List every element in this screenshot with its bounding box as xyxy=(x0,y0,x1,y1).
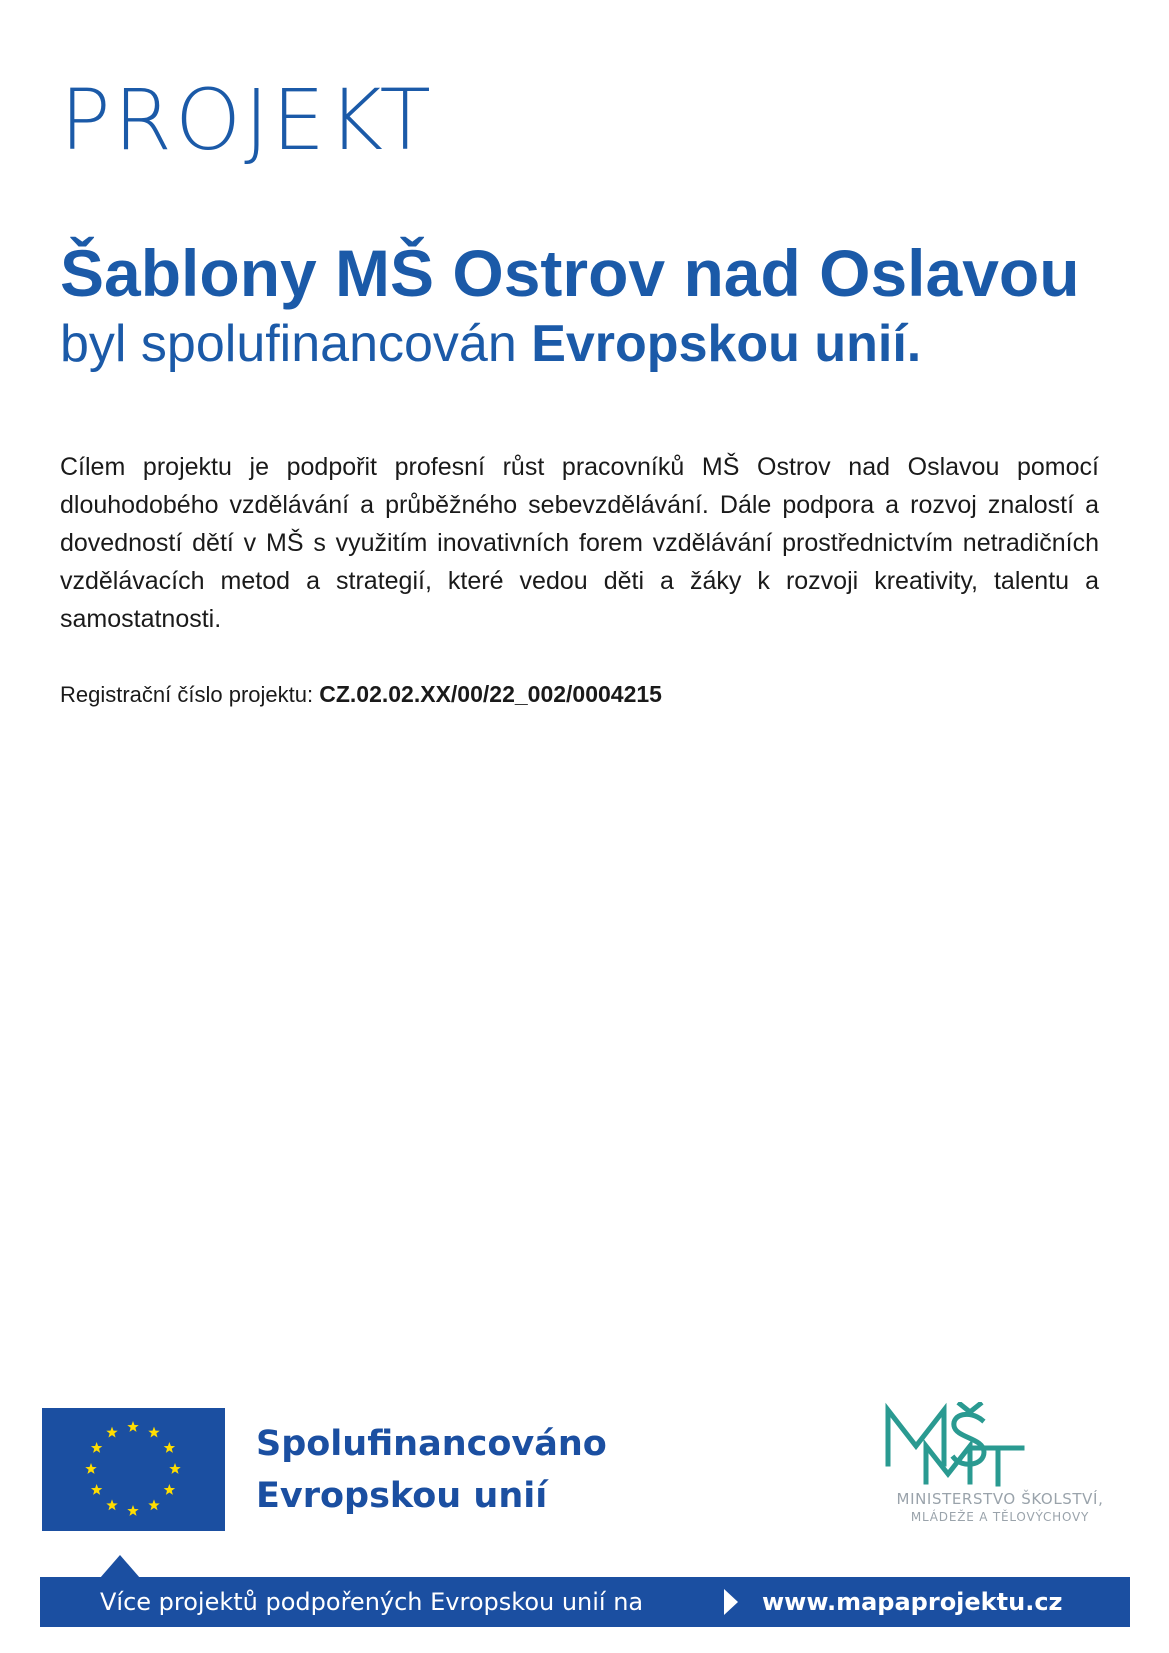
eu-star-icon xyxy=(106,1499,117,1510)
eu-star-icon xyxy=(148,1499,159,1510)
subtitle-bold: Evropskou unií. xyxy=(531,315,922,373)
registration-label: Registrační číslo projektu: xyxy=(60,682,320,707)
eu-star-icon xyxy=(85,1463,96,1474)
msmt-monogram-icon xyxy=(870,1402,1130,1490)
project-title: Šablony MŠ Ostrov nad Oslavou xyxy=(60,236,1080,310)
eu-star-icon xyxy=(164,1484,175,1495)
eu-stars-icon xyxy=(42,1408,225,1531)
eu-star-icon xyxy=(127,1505,138,1516)
eu-star-icon xyxy=(169,1463,180,1474)
eu-star-icon xyxy=(148,1427,159,1438)
eu-star-icon xyxy=(164,1442,175,1453)
project-subtitle xyxy=(60,315,922,373)
footer-bar-text: Více projektů podpořených Evropskou unií na xyxy=(100,1588,644,1616)
msmt-line2: MLÁDEŽE A TĚLOVÝCHOVY xyxy=(910,1510,1090,1524)
registration-line xyxy=(60,681,662,708)
eu-flag-logo xyxy=(42,1408,225,1531)
eu-star-icon xyxy=(106,1427,117,1438)
eu-text-line1: Spolufinancováno xyxy=(256,1424,607,1464)
footer-bar-url-link[interactable]: www.mapaprojektu.cz xyxy=(762,1588,1063,1616)
projekt-heading: PROJEKT xyxy=(60,71,434,169)
msmt-line1: MINISTERSTVO ŠKOLSTVÍ, xyxy=(896,1490,1104,1508)
footer-bar xyxy=(40,1577,1130,1627)
eu-star-icon xyxy=(91,1442,102,1453)
registration-number: CZ.02.02.XX/00/22_002/0004215 xyxy=(319,681,662,707)
play-arrow-icon xyxy=(724,1589,738,1615)
eu-cofinanced-text xyxy=(256,1418,607,1522)
eu-star-icon xyxy=(91,1484,102,1495)
subtitle-prefix: byl spolufinancován xyxy=(60,315,532,373)
project-description: Cílem projektu je podpořit profesní růst pracovníků MŠ Ostrov nad Oslavou pomocí dlouhodobého vzdělávání a průběžného sebevzdělávání. Dále podpora a rozvoj znalostí a dovedností dětí v MŠ s využitím inovativních forem vzdělávání prostřednictvím netradičních vzdělávacích metod a strategií, které vedou děti a žáky k rozvoji kreativity, talentu a samostatnosti. xyxy=(60,453,1099,633)
msmt-logo xyxy=(870,1402,1130,1532)
footer-bar-notch xyxy=(100,1555,140,1578)
eu-star-icon xyxy=(127,1421,138,1432)
eu-text-line2: Evropskou unií xyxy=(256,1476,548,1516)
